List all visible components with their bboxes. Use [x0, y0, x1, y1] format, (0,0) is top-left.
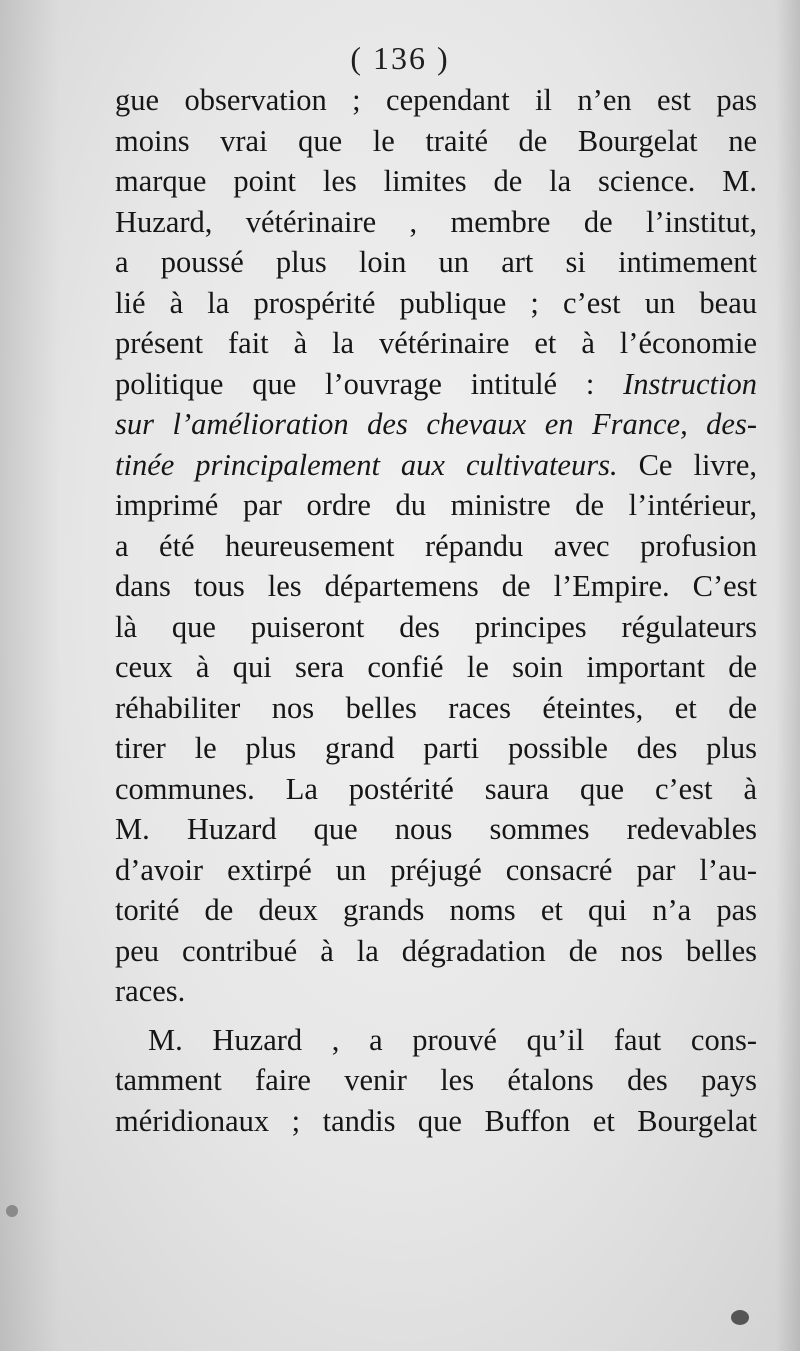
text-line: dans tous les départemens de l’Empire. C’est — [115, 569, 757, 603]
text-line: a été heureusement répandu avec profusion — [115, 528, 757, 563]
text-line — [115, 404, 757, 445]
book-title-italic: Instruction — [623, 366, 757, 401]
text-line: imprimé par ordre du ministre de l’intérieur, — [115, 488, 757, 522]
paragraph-gap — [115, 1012, 757, 1020]
text-line: a poussé plus loin un art si intimement — [115, 245, 757, 279]
paragraph-first-line: M. Huzard , a prouvé qu’il faut cons- — [148, 1022, 757, 1057]
text-line: moins vrai que le traité de Bourgelat ne — [115, 123, 757, 158]
paragraph-end-line: races. — [115, 974, 186, 1008]
page-number: ( 136 ) — [350, 40, 450, 76]
text-line: réhabiliter nos belles races éteintes, et de — [115, 690, 757, 725]
text-line: communes. La postérité saura que c’est à — [115, 771, 757, 806]
book-title-italic: tinée principalement aux cultivateurs. — [115, 447, 618, 482]
text-line: torité de deux grands noms et qui n’a pas — [115, 893, 757, 927]
page-gutter-shadow — [0, 0, 60, 1351]
text-line: gue observation ; cependant il n’en est pas — [115, 83, 757, 117]
page-body — [115, 80, 757, 1141]
text-line: tamment faire venir les étalons des pays — [115, 1063, 757, 1097]
text-line: M. Huzard que nous sommes redevables — [115, 812, 757, 846]
text-line: peu contribué à la dégradation de nos belles — [115, 933, 757, 968]
text-line: tinée principalement aux cultivateurs. Ce livre, — [115, 447, 757, 482]
paper-speck — [731, 1310, 749, 1325]
text-line: méridionaux ; tandis que Buffon et Bourgelat — [115, 1103, 757, 1138]
text-line: marque point les limites de la science. M. — [115, 164, 757, 198]
text-line: ceux à qui sera confié le soin important de — [115, 650, 757, 684]
text-line: tirer le plus grand parti possible des plus — [115, 731, 757, 765]
text-line: Huzard, vétérinaire , membre de l’institut, — [115, 204, 757, 239]
book-title-italic: sur l’amélioration des chevaux en France, des- — [115, 407, 757, 441]
paper-speck — [6, 1205, 18, 1217]
text-line: présent fait à la vétérinaire et à l’économie — [115, 326, 757, 360]
text-line: lié à la prospérité publique ; c’est un beau — [115, 285, 757, 320]
text-line: là que puiseront des principes régulateurs — [115, 609, 757, 644]
page-edge-shadow — [776, 0, 800, 1351]
text-line: d’avoir extirpé un préjugé consacré par l’au- — [115, 852, 757, 887]
text-line: politique que l’ouvrage intitulé : Instruction — [115, 366, 757, 401]
